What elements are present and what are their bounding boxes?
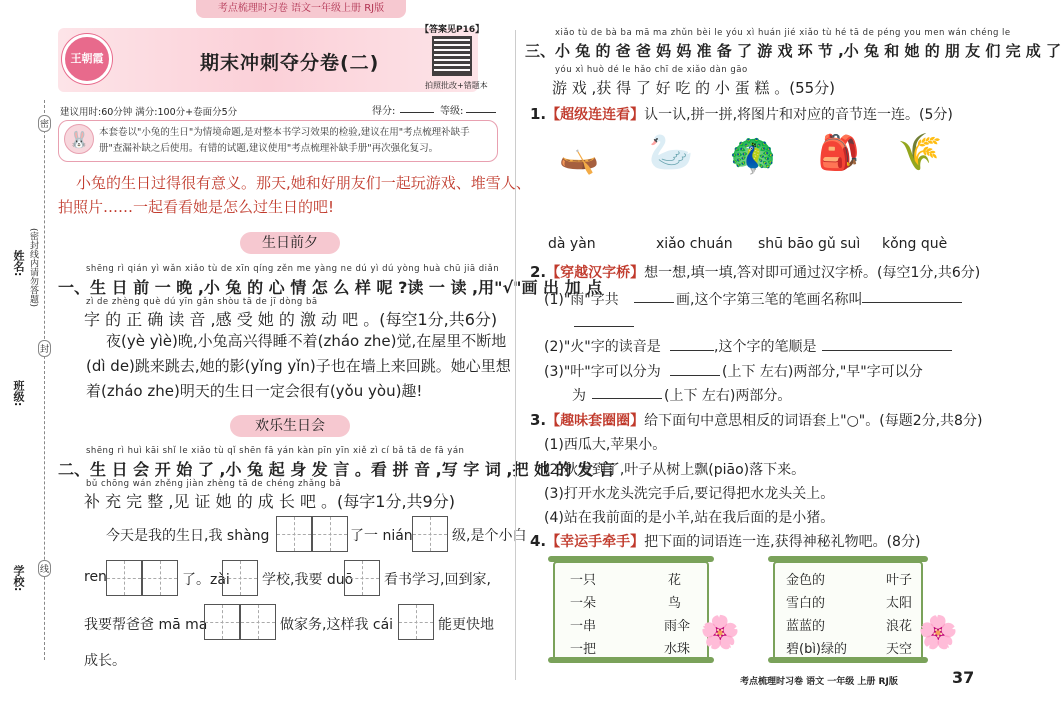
- q2-line-1: 二、生 日 会 开 始 了 ,小 兔 起 身 发 言 。看 拼 音 ,写 字 词 ,把 她 的 发 言: [58, 460, 615, 479]
- q2-s4: 成长。: [84, 653, 126, 669]
- t3-item-4[interactable]: (4)站在我前面的是小羊,站在我后面的是小猪。: [544, 510, 835, 526]
- answer-box[interactable]: [412, 516, 448, 552]
- goose-icon: 🦢: [648, 132, 694, 173]
- t2-a1b: 画,这个字第三笔的笔画名称叫: [676, 292, 863, 308]
- t2-number: 2.: [530, 263, 547, 281]
- t1-badge: 【超级连连看】: [546, 107, 645, 123]
- section-title-1: [240, 232, 340, 254]
- word-right-a[interactable]: 金色的: [786, 573, 826, 588]
- story-line-2: 拍照片……一起看看她是怎么过生日的吧!: [58, 198, 335, 216]
- name-label: 姓名:: [12, 250, 25, 277]
- fill-line[interactable]: [822, 350, 952, 351]
- word-left-a[interactable]: 一串: [570, 619, 597, 634]
- q1-pinyin-2: zì de zhèng què dú yīn gǎn shòu tā de jī dòng bā: [86, 297, 318, 307]
- word-right-b[interactable]: 天空: [886, 642, 913, 657]
- qr-code-icon: [432, 36, 472, 76]
- footer-text: 考点梳理时习卷 语文 一年级 上册 RJ版: [740, 677, 898, 687]
- t1-text: 认一认,拼一拼,将图片和对应的音节连一连。(5分): [644, 107, 953, 123]
- score-label: 得分:: [372, 106, 396, 117]
- answer-box[interactable]: [222, 560, 258, 596]
- t1-heading: [530, 104, 953, 124]
- scan-text: 拍照批改+错题本: [425, 81, 488, 90]
- q2-s1c: 级,是个小白: [452, 528, 527, 544]
- t1-number: 1.: [530, 105, 547, 123]
- t2-a3: (3)"叶"字可以分为: [544, 364, 661, 380]
- scroll-rod-bottom-right: [768, 657, 928, 663]
- q2-pinyin-2: bǔ chōng wán zhěng jiàn zhèng tā de chéng zhǎng bā: [86, 479, 342, 489]
- section-1-text: 生日前夕: [262, 235, 318, 251]
- t3-text: 给下面句中意思相反的词语套上"○"。(每题2分,共8分): [644, 413, 983, 429]
- answer-box[interactable]: [398, 604, 434, 640]
- fill-line[interactable]: [592, 398, 662, 399]
- peacock-icon: 🦚: [729, 133, 777, 177]
- word-right-b[interactable]: 浪花: [886, 619, 913, 634]
- answer-box[interactable]: [204, 604, 240, 640]
- intro-text: 本套卷以"小兔的生日"为情境命题,是对整本书学习效果的检验,建议在用"考点梳理补缺手册"查漏补缺之后使用。有错的试题,建议使用"考点梳理补缺手册"再次强化复习。: [99, 127, 470, 154]
- t2-badge: 【穿越汉字桥】: [546, 265, 645, 281]
- section-title-2: [230, 415, 350, 437]
- flower-icon: 🌸: [918, 613, 958, 651]
- answer-box[interactable]: [240, 604, 276, 640]
- t2-a3c: 为: [572, 388, 586, 404]
- q1-para-3: 着(zháo zhe)明天的生日一定会很有(yǒu yòu)趣!: [86, 382, 423, 400]
- word-left-a[interactable]: 一把: [570, 642, 597, 657]
- seal-note: (密封线内请勿答题): [28, 228, 38, 308]
- top-banner-text: 考点梳理时习卷 语文一年级上册 RJ版: [217, 3, 385, 14]
- word-left-b[interactable]: 鸟: [668, 596, 682, 611]
- t2-a1: (1)"雨"字共: [544, 292, 619, 308]
- q2-pinyin-1: shēng rì huì kāi shǐ le xiǎo tù qǐ shēn fā yán kàn pīn yīn xiě zì cí bǎ tā de fā yán: [86, 446, 465, 456]
- time-info: 建议用时:60分钟 满分:100分+卷面分5分: [60, 107, 238, 118]
- q2-s2a: ren: [84, 569, 107, 585]
- column-divider: [515, 30, 516, 680]
- word-right-b[interactable]: 太阳: [886, 596, 913, 611]
- binding-feng: 封: [38, 340, 51, 357]
- page-title: 期末冲刺夺分卷(二): [200, 52, 380, 74]
- pinyin-gusui: gǔ suì: [818, 236, 861, 252]
- word-left-a[interactable]: 一朵: [570, 596, 597, 611]
- school-label: 学校:: [12, 565, 25, 592]
- word-left-b[interactable]: 雨伞: [664, 619, 691, 634]
- q2-s1b: 了一 nián: [350, 528, 413, 544]
- q1-para-1: 夜(yè yìè)晚,小兔高兴得睡不着(zháo zhe)觉,在屋里不断地: [106, 332, 507, 350]
- binding-xian: 线: [38, 560, 51, 577]
- q2-s3c: 能更快地: [438, 617, 494, 633]
- q1-para-2: (dì de)跳来跳去,她的影(yǐng yǐn)子也在墙上来回跳。她心里想: [86, 357, 511, 375]
- t4-number: 4.: [530, 532, 547, 550]
- q2-s2c: 学校,我要 duō: [262, 572, 354, 588]
- t3-heading: [530, 410, 982, 430]
- answer-ref: 【答案见P16】: [420, 25, 485, 35]
- q2-s1a: 今天是我的生日,我 shàng: [106, 528, 270, 544]
- scroll-rod-bottom-left: [548, 657, 714, 663]
- t2-a2: (2)"火"字的读音是: [544, 339, 661, 355]
- q2-s3a: 我要帮爸爸 mā ma: [84, 617, 208, 633]
- q3-line-2: 游 戏 ,获 得 了 好 吃 的 小 蛋 糕 。(55分): [552, 79, 836, 97]
- t2-heading: [530, 262, 980, 282]
- logo: [62, 34, 112, 84]
- answer-box[interactable]: [106, 560, 142, 596]
- q1-line-2: 字 的 正 确 读 音 ,感 受 她 的 激 动 吧 。(每空1分,共6分): [84, 310, 498, 329]
- t3-item-1[interactable]: (1)西瓜大,苹果小。: [544, 437, 667, 453]
- score-line: [400, 112, 434, 113]
- t3-badge: 【趣味套圈圈】: [546, 413, 645, 429]
- q3-line-1: 三、小 兔 的 爸 爸 妈 妈 准 备 了 游 戏 环 节 ,小 兔 和 她 的 朋 友 们 完 成 了: [525, 42, 1061, 60]
- answer-box[interactable]: [344, 560, 380, 596]
- t3-item-2[interactable]: (2)秋天到了,叶子从树上飘(piāo)落下来。: [544, 462, 806, 478]
- t4-heading: [530, 531, 920, 551]
- q1-pinyin-1: shēng rì qián yì wǎn xiǎo tù de xīn qíng zěn me yàng ne dú yì dú yòng huà chū jiā diǎn: [86, 264, 500, 274]
- top-banner: [196, 0, 406, 18]
- q3-pinyin-2: yóu xì huò dé le hǎo chī de xiǎo dàn gāo: [555, 65, 748, 75]
- t2-a3b: (上下 左右)两部分,"早"字可以分: [722, 364, 923, 380]
- grade-line: [466, 112, 496, 113]
- word-left-a[interactable]: 一只: [570, 573, 597, 588]
- t2-a3d: (上下 左右)两部分。: [664, 388, 792, 404]
- word-left-b[interactable]: 水珠: [664, 642, 691, 657]
- rice-ear-icon: 🌾: [897, 132, 943, 173]
- answer-box[interactable]: [312, 516, 348, 552]
- word-left-b[interactable]: 花: [668, 573, 682, 588]
- t4-text: 把下面的词语连一连,获得神秘礼物吧。(8分): [644, 534, 921, 550]
- word-right-a[interactable]: 蓝蓝的: [786, 619, 826, 634]
- t4-badge: 【幸运手牵手】: [546, 534, 645, 550]
- story-line-1: 小兔的生日过得很有意义。那天,她和好朋友们一起玩游戏、堆雪人、: [76, 174, 531, 192]
- class-label: 班级:: [12, 380, 25, 407]
- fill-line[interactable]: [862, 302, 962, 303]
- t3-item-3[interactable]: (3)打开水龙头洗完手后,要记得把水龙头关上。: [544, 486, 835, 502]
- pinyin-xiaochuan: xiǎo chuán: [656, 236, 733, 252]
- q2-s2b: 了。zài: [182, 572, 230, 588]
- grade-label: 等级:: [440, 106, 464, 117]
- boat-icon: 🛶: [559, 138, 599, 176]
- section-2-text: 欢乐生日会: [255, 418, 325, 434]
- logo-text: 王朝霞: [70, 52, 104, 65]
- word-right-b[interactable]: 叶子: [886, 573, 913, 588]
- answer-box[interactable]: [276, 516, 312, 552]
- q3-pinyin-1: xiǎo tù de bà ba mā ma zhǔn bèi le yóu xì huán jié xiǎo tù hé tā de péng you men wán chéng le: [555, 28, 1011, 38]
- scroll-rod-top-right: [768, 556, 928, 562]
- binding-seal: 密: [38, 115, 51, 132]
- schoolbag-icon: 🎒: [817, 133, 861, 173]
- q2-s3b: 做家务,这样我 cái: [280, 617, 394, 633]
- t2-text: 想一想,填一填,答对即可通过汉字桥。(每空1分,共6分): [644, 265, 981, 281]
- q2-s2d: 看书学习,回到家,: [384, 572, 491, 588]
- pinyin-dayan: dà yàn: [548, 236, 596, 252]
- intro-box: [58, 120, 498, 162]
- fill-line[interactable]: [670, 350, 714, 351]
- t3-number: 3.: [530, 411, 547, 429]
- word-right-a[interactable]: 碧(bì)绿的: [786, 642, 848, 657]
- flower-icon: 🌸: [700, 613, 740, 651]
- q2-line-2: 补 充 完 整 ,见 证 她 的 成 长 吧 。(每字1分,共9分): [84, 492, 455, 511]
- t2-a2b: ,这个字的笔顺是: [714, 339, 817, 355]
- scroll-rod-top-left: [548, 556, 714, 562]
- fill-line[interactable]: [634, 302, 674, 303]
- rabbit-icon: 🐰: [64, 124, 94, 154]
- answer-box[interactable]: [142, 560, 178, 596]
- word-right-a[interactable]: 雪白的: [786, 596, 826, 611]
- pinyin-kongque: kǒng què: [882, 236, 948, 252]
- fill-line[interactable]: [574, 326, 634, 327]
- pinyin-shubao: shū bāo: [758, 236, 814, 252]
- fill-line[interactable]: [670, 375, 720, 376]
- q1-line-1: 一、生 日 前 一 晚 ,小 兔 的 心 情 怎 么 样 呢 ?读 一 读 ,用"√"画 出 加 点: [58, 278, 603, 297]
- page-number: 37: [952, 668, 975, 687]
